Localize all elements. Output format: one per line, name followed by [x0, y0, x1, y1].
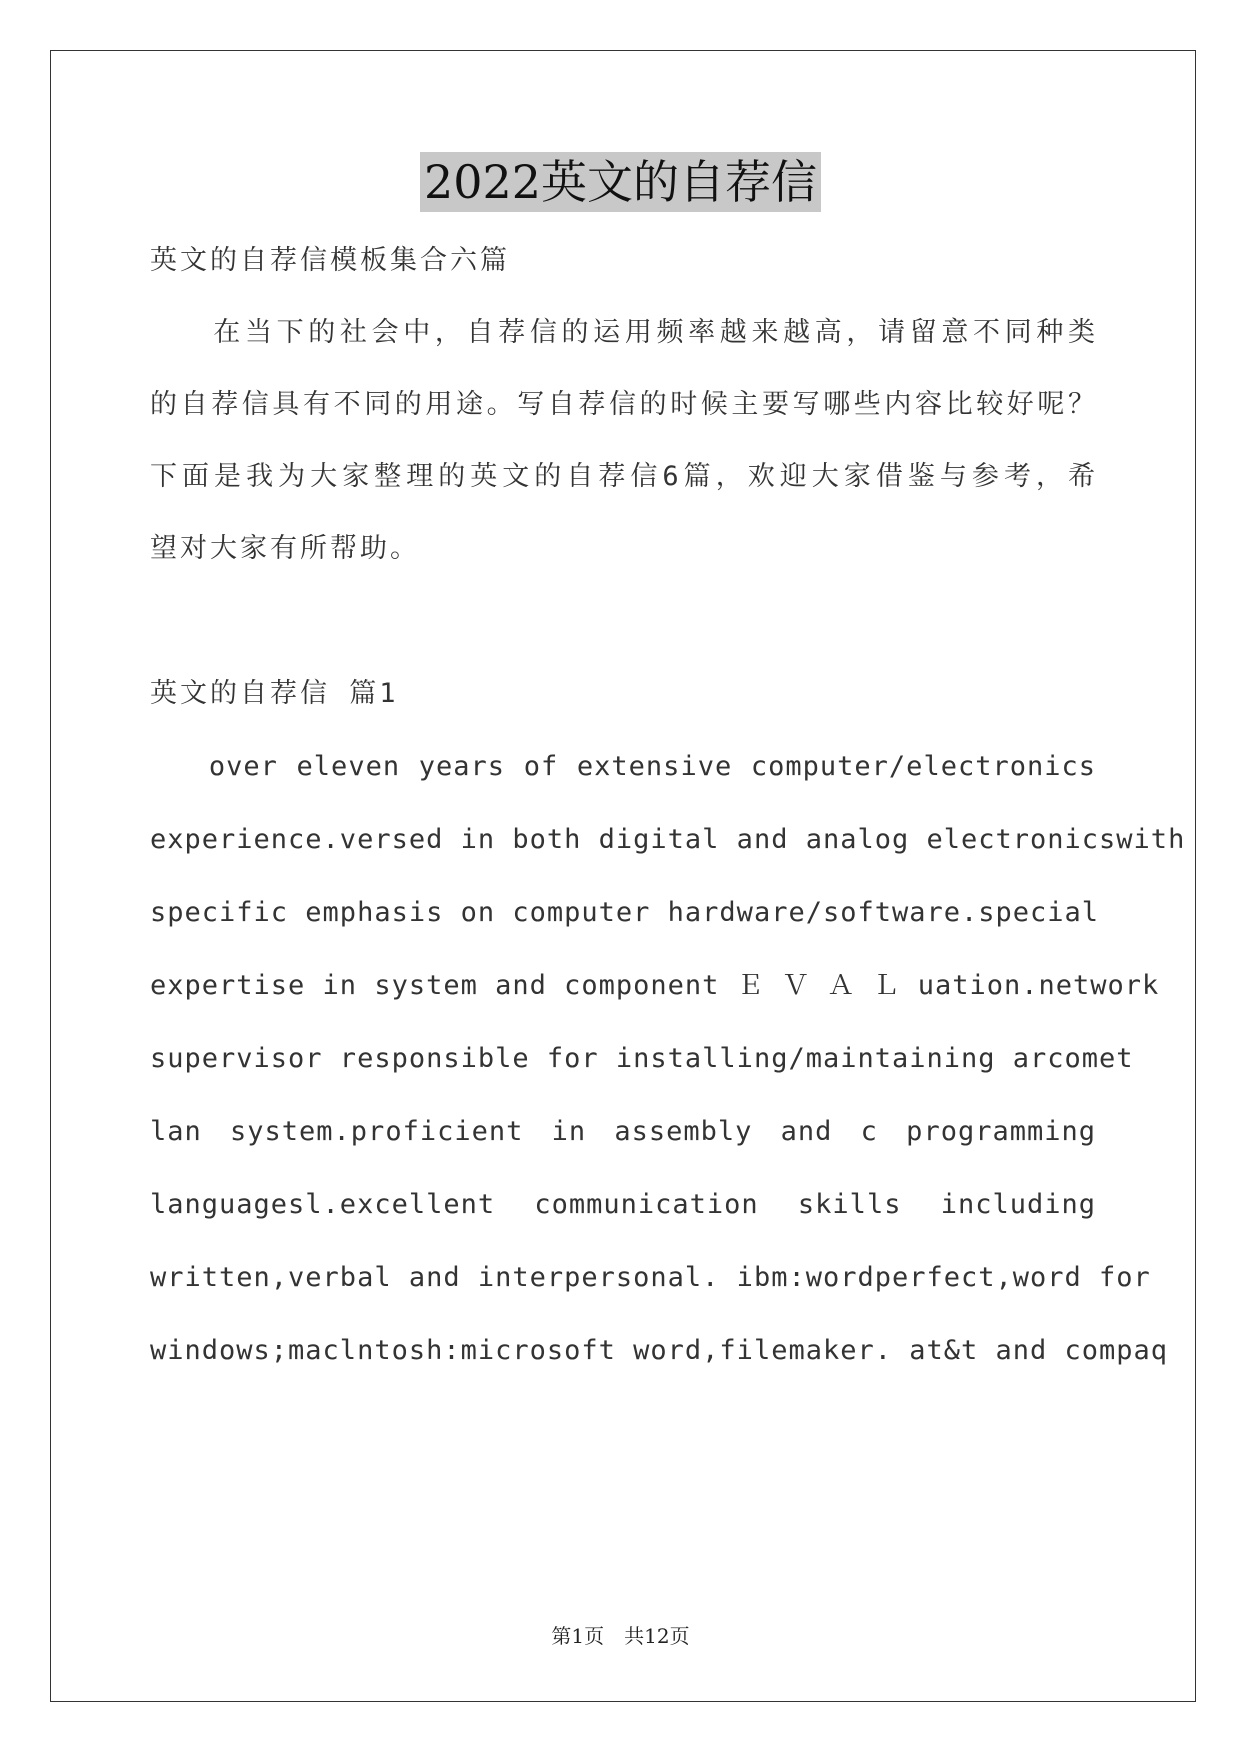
body-line: languagesl.excellent communication skills including — [150, 1189, 1096, 1220]
title-container — [0, 152, 1241, 212]
body-line: supervisor responsible for installing/maintaining arcomet — [150, 1043, 1134, 1074]
intro-line: 下面是我为大家整理的英文的自荐信6篇，欢迎大家借鉴与参考，希 — [150, 461, 1096, 492]
page-border — [50, 50, 1196, 1702]
body-line: windows;maclntosh:microsoft word,filemaker. at&t and compaq — [150, 1335, 1169, 1366]
document-subtitle: 英文的自荐信模板集合六篇 — [150, 245, 510, 276]
body-line: specific emphasis on computer hardware/software.special — [150, 897, 1100, 928]
page-indicator: 第1页 共12页 — [551, 1624, 690, 1648]
section-heading: 英文的自荐信 篇1 — [150, 678, 399, 709]
body-line: over eleven years of extensive computer/electronics — [150, 751, 1096, 782]
body-line: expertise in system and component Ｅ Ｖ Ａ Ｌ uation.network — [150, 970, 1160, 1001]
body-line: written,verbal and interpersonal. ibm:wordperfect,word for — [150, 1262, 1151, 1293]
document-title: 2022英文的自荐信 — [420, 152, 821, 212]
body-line: experience.versed in both digital and analog electronicswith — [150, 824, 1186, 855]
intro-line: 望对大家有所帮助。 — [150, 533, 420, 564]
body-line: lan system.proficient in assembly and c programming — [150, 1116, 1096, 1147]
intro-line: 在当下的社会中，自荐信的运用频率越来越高，请留意不同种类 — [150, 317, 1096, 348]
intro-line: 的自荐信具有不同的用途。写自荐信的时候主要写哪些内容比较好呢？ — [150, 389, 1096, 420]
